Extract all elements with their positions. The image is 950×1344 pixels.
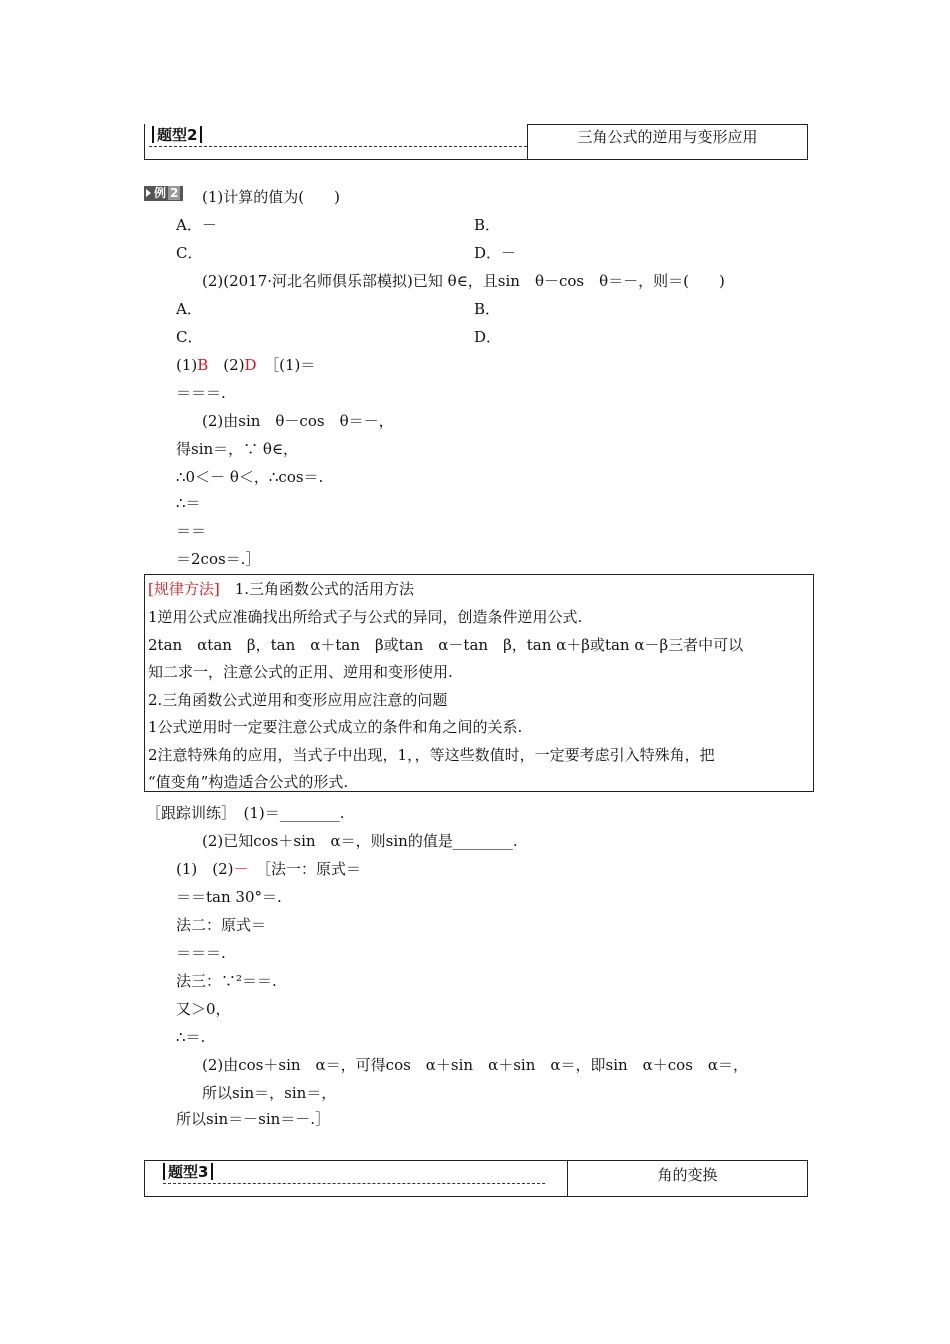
- label-bar-left: [152, 126, 154, 143]
- answer-line-6: ∴＝: [176, 494, 201, 512]
- section-title-2: 三角公式的逆用与变形应用: [577, 128, 758, 146]
- answer-line-2: ＝＝＝.: [176, 384, 226, 402]
- dashed-rule: [163, 1183, 545, 1184]
- option-2c: C．: [176, 328, 203, 346]
- method-heading-2: 2.三角函数公式逆用和变形应用应注意的问题: [148, 691, 448, 709]
- answer2-line-10: 所以sin＝－sin＝－.］: [176, 1110, 331, 1128]
- label-bar-right: [211, 1163, 213, 1180]
- answer2-value: －: [233, 860, 249, 878]
- answer-line-1: (1)B (2)D ［(1)＝: [176, 356, 316, 374]
- method-heading-1: [规律方法] 1.三角函数公式的活用方法: [148, 580, 415, 598]
- question-2: (2)(2017·河北名师俱乐部模拟)已知 θ∈，且sin θ－cos θ＝－，则＝( ): [202, 272, 725, 290]
- method-tag: [规律方法]: [148, 580, 220, 598]
- answer2-line-8: (2)由cos＋sin α＝，可得cos α＋sin α＋sin α＝，即sin α＋cos α＝，: [202, 1056, 749, 1074]
- answer-line-4: 得sin＝，∵ θ∈，: [176, 440, 299, 458]
- method-line-4a: 2注意特殊角的应用，当式子中出现，1，，等这些数值时，一定要考虑引入特殊角，把: [148, 746, 715, 764]
- method-line-1: 1逆用公式应准确找出所给式子与公式的异同，创造条件逆用公式.: [148, 608, 583, 626]
- section-title-3: 角的变换: [657, 1166, 718, 1184]
- answer-choice-2: D: [244, 356, 257, 374]
- answer-line-8: ＝2cos＝.］: [176, 550, 261, 568]
- answer2-line-3: 法二：原式＝: [176, 916, 267, 934]
- option-2a: A．: [176, 300, 202, 318]
- method-line-4b: “值变角”构造适合公式的形式.: [148, 773, 349, 791]
- answer-line-3: (2)由sin θ－cos θ＝－，: [202, 412, 394, 430]
- option-1b: B．: [474, 216, 501, 234]
- answer2-line-4: ＝＝＝.: [176, 944, 226, 962]
- option-1a: A．－: [176, 216, 217, 234]
- option-1c: C．: [176, 244, 203, 262]
- section-label-2: 题型2: [149, 124, 205, 145]
- answer2-line-5: 法三：∵²＝＝.: [176, 972, 277, 990]
- answer2-line-1: (1) (2)－ ［法一：原式＝: [176, 860, 362, 878]
- label-bar-right: [200, 126, 202, 143]
- method-line-2a: 2tan αtan β，tan α＋tan β或tan α－tan β，tan α＋β或tan α－β三者中可以: [148, 636, 744, 654]
- dashed-rule: [149, 146, 527, 147]
- answer-line-7: ＝＝: [176, 522, 207, 540]
- option-2b: B．: [474, 300, 501, 318]
- practice-line-2: (2)已知cos＋sin α＝，则sin的值是________.: [202, 832, 518, 850]
- example-tag: 例 2: [144, 186, 183, 201]
- answer2-line-6: 又＞0，: [176, 1000, 231, 1018]
- answer2-line-2: ＝＝tan 30°＝.: [176, 888, 282, 906]
- header-top-rule: [527, 124, 807, 125]
- answer-choice-1: B: [197, 356, 209, 374]
- section-label-3: 题型3: [163, 1161, 216, 1182]
- label-bar-left: [163, 1163, 165, 1180]
- option-2d: D．: [474, 328, 502, 346]
- section-header-3: [144, 1160, 808, 1197]
- method-line-3: 1公式逆用时一定要注意公式成立的条件和角之间的关系.: [148, 718, 523, 736]
- section-header-2: [144, 124, 808, 160]
- answer-line-5: ∴0＜－ θ＜，∴cos＝.: [176, 468, 324, 486]
- answer2-line-7: ∴＝.: [176, 1028, 206, 1046]
- practice-line-1: ［跟踪训练］ (1)＝________.: [146, 804, 345, 822]
- question-1: (1)计算的值为( ): [202, 188, 340, 206]
- method-line-2b: 知二求一，注意公式的正用、逆用和变形使用.: [148, 663, 453, 681]
- option-1d: D．－: [474, 244, 517, 262]
- answer2-line-9: 所以sin＝，sin＝，: [202, 1084, 337, 1102]
